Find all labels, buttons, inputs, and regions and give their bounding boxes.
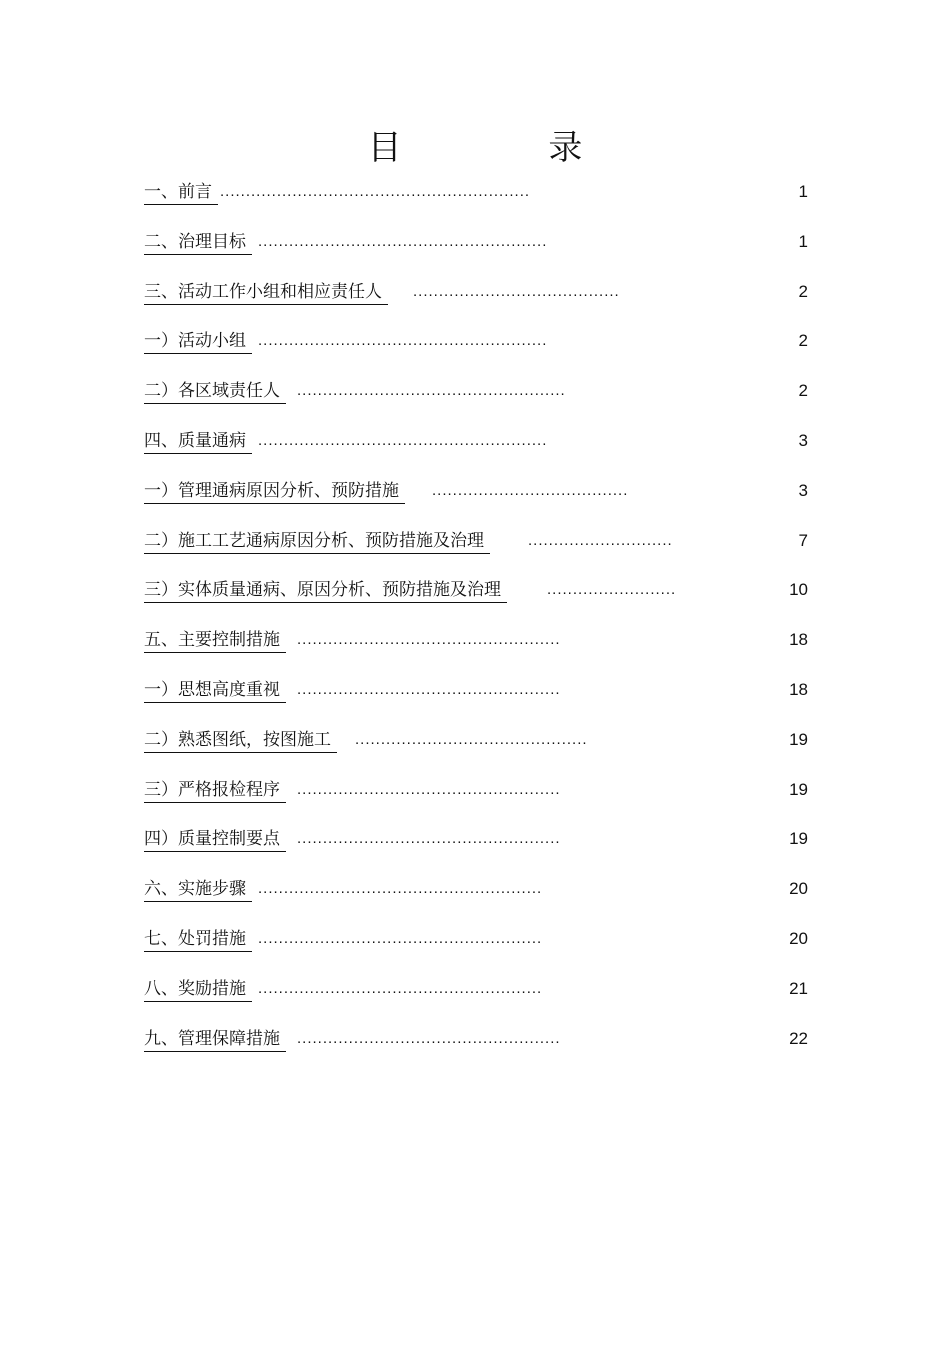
- toc-entry-leader-dots: ...................................................: [297, 680, 561, 698]
- toc-entry[interactable]: [144, 527, 808, 577]
- toc-entry[interactable]: [144, 228, 808, 278]
- toc-entry[interactable]: [144, 726, 808, 776]
- toc-entry-leader-dots: ............................: [528, 531, 673, 549]
- toc-entry-page-number: 2: [798, 331, 808, 351]
- toc-entry-page-number: 3: [798, 480, 808, 500]
- toc-entry-page-number: 1: [798, 182, 808, 201]
- toc-entry[interactable]: [144, 825, 808, 875]
- toc-entry-page-number: 2: [798, 281, 808, 301]
- toc-entry-leader-dots: .......................................................: [258, 880, 543, 898]
- toc-entry-label: 八、奖励措施: [144, 977, 252, 1002]
- toc-entry-leader-dots: ...................................................: [297, 1029, 561, 1047]
- toc-entry-leader-dots: ....................................................: [297, 382, 566, 400]
- toc-entry-leader-dots: ............................................................: [220, 183, 531, 200]
- toc-entry-label: 二）熟悉图纸，按图施工: [144, 728, 337, 753]
- toc-entry-label: 九、管理保障措施: [144, 1027, 286, 1052]
- toc-entry-label: 六、实施步骤: [144, 877, 252, 902]
- toc-entry-page-number: 1: [798, 231, 808, 251]
- toc-entry-leader-dots: .........................: [547, 581, 677, 599]
- toc-entry-label: 三）严格报检程序: [144, 778, 286, 803]
- toc-entry[interactable]: [144, 875, 808, 925]
- toc-entry-page-number: 18: [789, 630, 808, 650]
- toc-entry-leader-dots: ........................................................: [258, 431, 548, 449]
- toc-entry-page-number: 10: [789, 580, 808, 600]
- toc-entry[interactable]: [144, 676, 808, 726]
- toc-entry-page-number: 19: [789, 779, 808, 799]
- toc-entry-label: 四）质量控制要点: [144, 827, 286, 852]
- toc-entry-leader-dots: .......................................................: [258, 929, 543, 947]
- toc-entry-page-number: 22: [789, 1028, 808, 1048]
- toc-entry-leader-dots: ........................................................: [258, 332, 548, 350]
- toc-entry-label: 一、前言: [144, 180, 218, 205]
- toc-entry-leader-dots: ........................................................: [258, 232, 548, 250]
- toc-entry-label: 二、治理目标: [144, 230, 252, 255]
- toc-entry[interactable]: [144, 975, 808, 1025]
- toc-entry-page-number: 21: [789, 978, 808, 998]
- toc-entry-label: 七、处罚措施: [144, 927, 252, 952]
- toc-entry-page-number: 19: [789, 729, 808, 749]
- toc-entry-page-number: 20: [789, 879, 808, 899]
- toc-entry-leader-dots: ...................................................: [297, 631, 561, 649]
- toc-entry-page-number: 20: [789, 928, 808, 948]
- toc-entry-leader-dots: .......................................................: [258, 979, 543, 997]
- toc-entry[interactable]: [144, 278, 808, 328]
- toc-entry[interactable]: [144, 377, 808, 427]
- toc-entry-label: 二）各区域责任人: [144, 379, 286, 404]
- toc-entry[interactable]: [144, 776, 808, 826]
- toc-entry-label: 三）实体质量通病、原因分析、预防措施及治理: [144, 578, 507, 603]
- toc-entry-page-number: 3: [798, 430, 808, 450]
- toc-entry-label: 三、活动工作小组和相应责任人: [144, 280, 388, 305]
- toc-entry-page-number: 18: [789, 679, 808, 699]
- toc-entry[interactable]: [144, 327, 808, 377]
- toc-entry-label: 一）管理通病原因分析、预防措施: [144, 479, 405, 504]
- toc-entry[interactable]: [144, 576, 808, 626]
- toc-entry-leader-dots: ........................................: [413, 282, 620, 300]
- toc-entry-label: 一）活动小组: [144, 329, 252, 354]
- toc-entry-leader-dots: ......................................: [432, 481, 629, 499]
- toc-entry[interactable]: [144, 1025, 808, 1075]
- toc-entry[interactable]: [144, 178, 808, 228]
- toc-entry-leader-dots: .............................................: [355, 730, 588, 748]
- toc-entry-label: 一）思想高度重视: [144, 678, 286, 703]
- toc-entry-page-number: 7: [798, 530, 808, 550]
- toc-entry-page-number: 19: [789, 829, 808, 849]
- toc-entry-leader-dots: ...................................................: [297, 780, 561, 798]
- toc-entry[interactable]: [144, 626, 808, 676]
- toc-entry-leader-dots: ...................................................: [297, 830, 561, 848]
- toc-entry-label: 四、质量通病: [144, 429, 252, 454]
- toc-entry-page-number: 2: [798, 381, 808, 401]
- page-title: 目 录: [367, 128, 651, 168]
- toc-entry-label: 五、主要控制措施: [144, 628, 286, 653]
- toc-entry[interactable]: [144, 427, 808, 477]
- toc-entry[interactable]: [144, 477, 808, 527]
- table-of-contents: [144, 178, 808, 1074]
- toc-entry[interactable]: [144, 925, 808, 975]
- toc-entry-label: 二）施工工艺通病原因分析、预防措施及治理: [144, 529, 490, 554]
